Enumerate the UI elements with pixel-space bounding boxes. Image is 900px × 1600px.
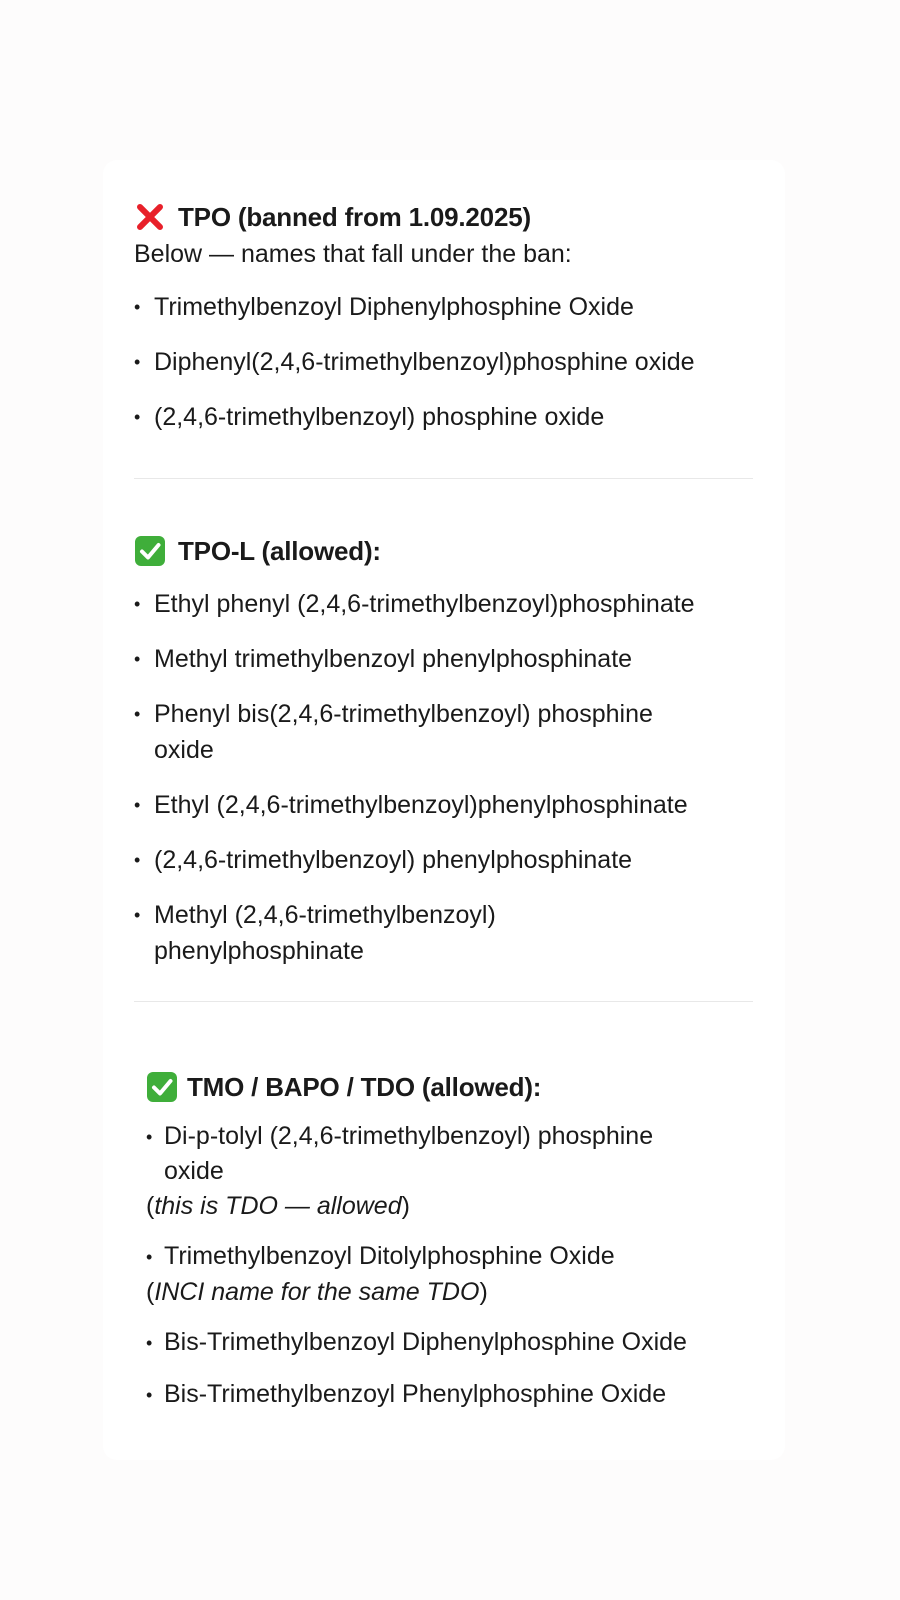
bullet: • <box>146 1247 153 1267</box>
item-note: (INCI name for the same TDO) <box>146 1278 488 1306</box>
list-item: • (2,4,6-trimethylbenzoyl) phenylphosphinate <box>134 842 754 878</box>
item-note: (this is TDO — allowed) <box>146 1192 410 1220</box>
tmo-heading <box>146 1070 756 1104</box>
banned-list <box>134 289 754 435</box>
tmo-title: TMO / BAPO / TDO (allowed): <box>187 1071 542 1102</box>
tpo-l-title: TPO-L (allowed): <box>178 535 381 566</box>
divider <box>134 1001 753 1002</box>
list-item: • Phenyl bis(2,4,6-trimethylbenzoyl) phosphine oxide <box>134 696 754 768</box>
bullet: • <box>146 1127 153 1147</box>
bullet: • <box>134 407 141 427</box>
banned-subtitle: Below — names that fall under the ban: <box>134 240 572 268</box>
bullet: • <box>134 850 141 870</box>
list-item: • Trimethylbenzoyl Ditolylphosphine Oxide (INCI name for the same TDO) <box>146 1239 756 1309</box>
banned-section <box>134 200 754 454</box>
bullet: • <box>134 352 141 372</box>
banned-heading <box>134 200 754 234</box>
list-item: • Methyl (2,4,6-trimethylbenzoyl) phenylphosphinate <box>134 897 754 969</box>
tmo-list <box>146 1119 756 1413</box>
list-item: • Bis-Trimethylbenzoyl Phenylphosphine Oxide <box>146 1377 756 1413</box>
tpo-l-heading <box>134 534 754 568</box>
cross-mark-icon <box>134 201 166 233</box>
bullet: • <box>134 594 141 614</box>
bullet: • <box>134 905 141 925</box>
tpo-l-list <box>134 586 754 969</box>
divider <box>134 478 753 479</box>
list-item: • (2,4,6-trimethylbenzoyl) phosphine oxide <box>134 399 754 435</box>
banned-title: TPO (banned from 1.09.2025) <box>178 201 531 232</box>
list-item: • Ethyl phenyl (2,4,6-trimethylbenzoyl)phosphinate <box>134 586 754 622</box>
bullet: • <box>134 649 141 669</box>
bullet: • <box>146 1385 153 1405</box>
check-mark-icon <box>134 535 166 567</box>
list-item: • Ethyl (2,4,6-trimethylbenzoyl)phenylphosphinate <box>134 787 754 823</box>
list-item: • Di-p-tolyl (2,4,6-trimethylbenzoyl) phosphine oxide (this is TDO — allowed) <box>146 1119 756 1223</box>
check-mark-icon <box>146 1071 178 1103</box>
bullet: • <box>134 704 141 724</box>
bullet: • <box>134 795 141 815</box>
list-item: • Bis-Trimethylbenzoyl Diphenylphosphine Oxide <box>146 1325 756 1361</box>
list-item: • Methyl trimethylbenzoyl phenylphosphinate <box>134 641 754 677</box>
list-item: • Diphenyl(2,4,6-trimethylbenzoyl)phosphine oxide <box>134 344 754 380</box>
list-item: • Trimethylbenzoyl Diphenylphosphine Oxide <box>134 289 754 325</box>
tmo-section <box>146 1070 756 1429</box>
bullet: • <box>146 1333 153 1353</box>
bullet: • <box>134 297 141 317</box>
tpo-l-section <box>134 534 754 988</box>
